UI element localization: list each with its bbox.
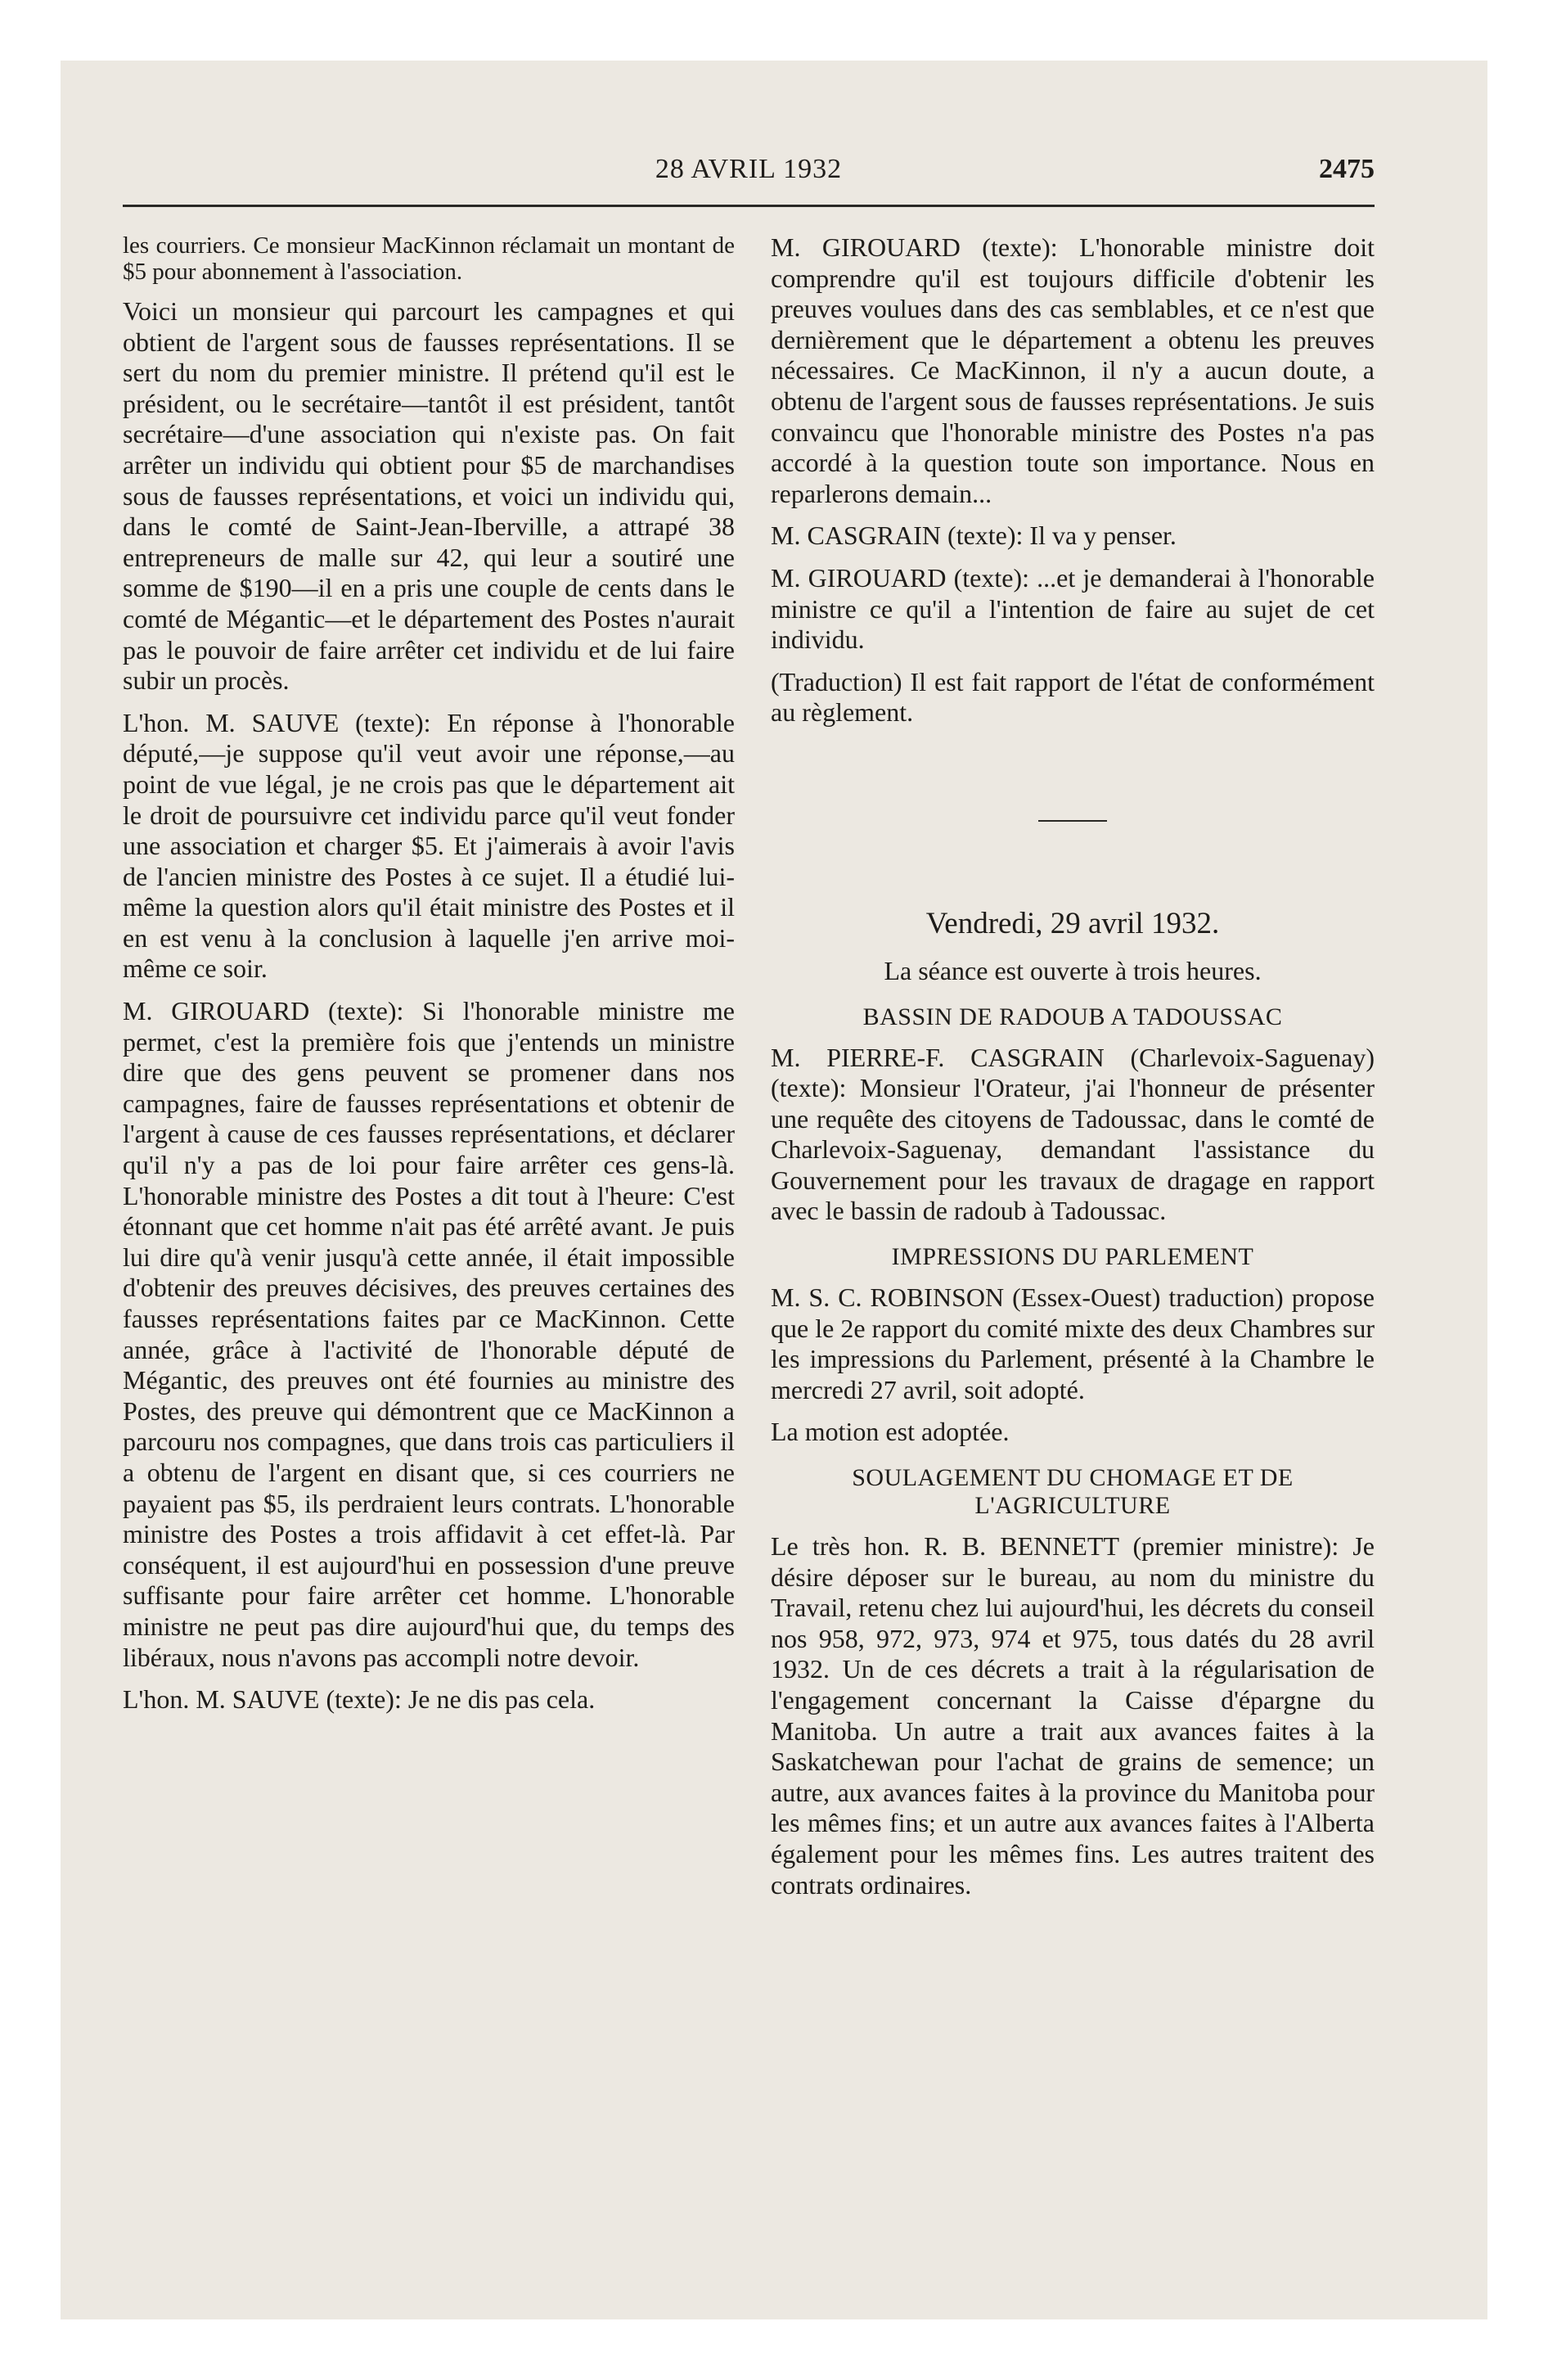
paragraph: M. S. C. ROBINSON (Essex-Ouest) traduction) propose que le 2e rapport du comité mixte des deux Chambres sur les impressions du Parlement, présenté à la Chambre le mercredi 27 avril, soit adopté. [771, 1282, 1375, 1404]
sitting-title: Vendredi, 29 avril 1932. [925, 906, 1220, 940]
paragraph: L'hon. M. SAUVE (texte): En réponse à l'honorable député,—je suppose qu'il veut avoir une réponse,—au point de vue légal, je ne crois pas que le département ait le droit de poursuivre cet individu parce qu'il veut fonder une association et charger $5. Et j'aimerais à avoir l'avis de l'ancien ministre des Postes à ce sujet. Il a étudié lui-même la question alors qu'il était ministre des Postes et il en est venu à la conclusion à laquelle j'en arrive moi-même ce soir. [123, 707, 735, 984]
paragraph: Voici un monsieur qui parcourt les campagnes et qui obtient de l'argent sous de fausses représentations. Il se sert du nom du premier ministre. Il prétend qu'il est le président, ou le secrétaire—tantôt il est président, tantôt secrétaire—d'une association qui n'existe pas. On fait arrêter un individu qui obtient pour $5 de marchandises sous de fausses représentations, et voici un individu qui, dans le comté de Saint-Jean-Iberville, a attrapé 38 entrepreneurs de malle sur 42, qui leur a soutiré une somme de $190—il en a pris une couple de cents dans le comté de Mégantic—et le département des Postes n'aurait pas le pouvoir de faire arrêter cet individu et de lui faire subir un procès. [123, 296, 735, 696]
page-number: 2475 [1319, 154, 1375, 184]
section-heading: BASSIN DE RADOUB A TADOUSSAC [862, 1003, 1283, 1030]
paragraph: M. PIERRE-F. CASGRAIN (Charlevoix-Saguenay) (texte): Monsieur l'Orateur, j'ai l'honneur de présenter une requête des citoyens de Tadoussac, dans le comté de Charlevoix-Saguenay, demandant l'assistance du Gouvernement pour les travaux de dragage en rapport avec le bassin de radoub à Tadoussac. [771, 1042, 1375, 1226]
paragraph: La motion est adoptée. [771, 1417, 1010, 1447]
right-column [771, 232, 1375, 1912]
paragraph: les courriers. Ce monsieur MacKinnon réclamait un montant de $5 pour abonnement à l'association. [123, 232, 735, 285]
section-heading: IMPRESSIONS DU PARLEMENT [891, 1243, 1254, 1271]
page-header [123, 154, 1375, 195]
header-date: 28 AVRIL 1932 [655, 154, 843, 184]
section-divider [1038, 820, 1107, 822]
paragraph: Le très hon. R. B. BENNETT (premier ministre): Je désire déposer sur le bureau, au nom du ministre du Travail, retenu chez lui aujourd'hui, les décrets du conseil nos 958, 972, 973, 974 et 975, tous datés du 28 avril 1932. Un de ces décrets a trait à la régularisation de l'engagement concernant la Caisse d'épargne du Manitoba. Un autre a trait aux avances faites à la Saskatchewan pour l'achat de grains de semence; un autre, aux avances faites à la province du Manitoba pour les mêmes fins; et un autre aux avances faites à l'Alberta également pour les mêmes fins. Les autres traitent des contrats ordinaires. [771, 1531, 1375, 1900]
paragraph: M. GIROUARD (texte): ...et je demanderai à l'honorable ministre ce qu'il a l'intention de faire au sujet de cet individu. [771, 562, 1375, 655]
paragraph: M. GIROUARD (texte): Si l'honorable ministre me permet, c'est la première fois que j'entends un ministre dire que des gens peuvent se promener dans nos campagnes, faire de fausses représentations et obtenir de l'argent à cause de ces fausses représentations, et déclarer qu'il n'y a pas de loi pour faire arrêter ces gens-là. L'honorable ministre des Postes a dit tout à l'heure: C'est étonnant que cet homme n'ait pas été arrêté avant. Je puis lui dire qu'à venir jusqu'à cette année, il était impossible d'obtenir des preuves décisives, des preuves certaines des fausses représentations faites par ce MacKinnon. Cette année, grâce à l'activité de l'honorable député de Mégantic, des preuves ont été fournies au ministre des Postes, des preuve qui démontrent que ce MacKinnon a parcouru nos compagnes, que dans trois cas particuliers il a obtenu de l'argent en disant que, si ces courriers ne payaient pas $5, ils perdraient leurs contrats. L'honorable ministre des Postes a trois affidavit à cet effet-là. Par conséquent, il est aujourd'hui en possession d'une preuve suffisante pour faire arrêter cet homme. L'honorable ministre ne peut pas dire aujourd'hui que, du temps des libéraux, nous n'avons pas accompli notre devoir. [123, 996, 735, 1672]
paragraph: M. CASGRAIN (texte): Il va y penser. [771, 521, 1177, 551]
sitting-open: La séance est ouverte à trois heures. [884, 955, 1262, 985]
left-column [123, 232, 735, 1727]
header-rule [123, 205, 1375, 207]
paragraph: (Traduction) Il est fait rapport de l'état de conformément au règlement. [771, 666, 1375, 728]
paragraph: L'hon. M. SAUVE (texte): Je ne dis pas cela. [123, 1684, 596, 1715]
section-heading: SOULAGEMENT DU CHOMAGE ET DE L'AGRICULTURE [852, 1464, 1294, 1520]
paragraph: M. GIROUARD (texte): L'honorable ministre doit comprendre qu'il est toujours difficile d'obtenir les preuves voulues dans des cas semblables, et ce n'est que dernièrement que le département a obtenu les preuves nécessaires. Ce MacKinnon, il n'y a aucun doute, a obtenu de l'argent sous de fausses représentations. Je suis convaincu que l'honorable ministre des Postes n'a pas accordé à la question toute son importance. Nous en reparlerons demain... [771, 232, 1375, 508]
